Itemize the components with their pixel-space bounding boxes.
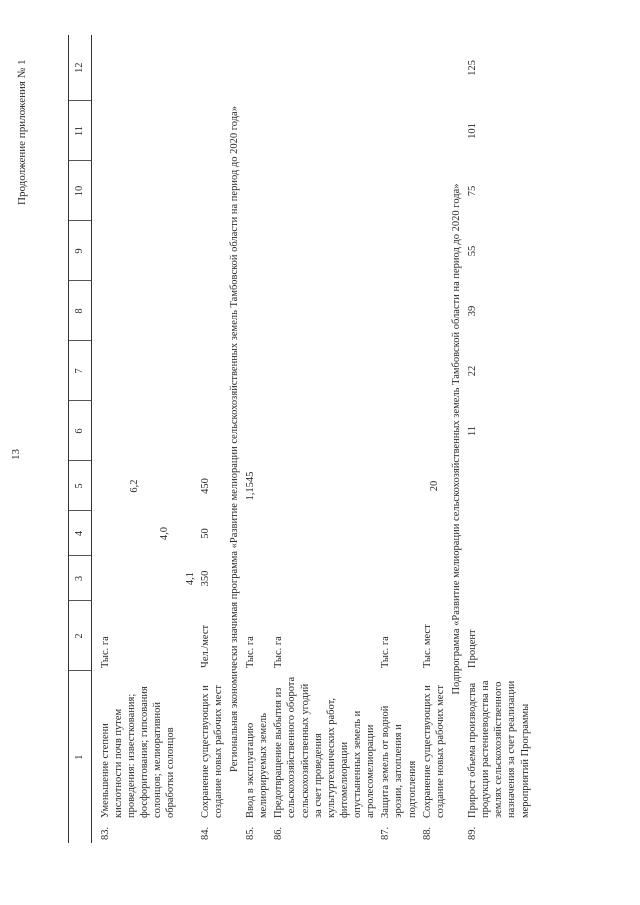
table-row [420,35,448,843]
continuation-heading: Продолжение приложения № 1 [16,59,28,205]
header-row [69,35,92,843]
table-row [198,35,226,843]
unit-cell: Тыс. га [380,636,392,668]
unit-cell: Тыс. га [245,636,256,668]
header-col-2: 2 [69,601,92,671]
unit-cell: Чел./мест [199,624,211,668]
header-col-8: 8 [69,281,92,341]
header-col-7: 7 [69,341,92,401]
header-col-3: 3 [69,556,92,601]
table-row [98,35,198,843]
section-title: Региональная экономически значимая программа «Развитие мелиорации сельскохозяйственных земель Тамбовской области на период до 2020 года» [228,106,240,772]
row-number: 88. [421,826,433,840]
indicator-name: Сохранение существующих и создание новых рабочих мест [199,685,224,818]
indicator-name: Ввод в эксплуатацию мелиорируемых земель [245,713,270,818]
table-row [271,35,378,843]
indicators-table [68,35,533,843]
header-col-11: 11 [69,101,92,161]
indicator-name: Предотвращение выбытия из сельскохозяйственного оборота сельскохозяйственных угодий за счет проведения культуртехнических работ, фитомелиорации опустыненных земель и агролесомелиорации [273,676,377,818]
unit-cell: Процент [467,629,478,668]
value-cell: 22 [467,365,478,377]
value-cell: 350 [199,570,211,587]
value-cell: 101 [467,123,478,139]
section-title: Подпрограмма «Развитие мелиорации сельскохозяйственных земель Тамбовской области на период до 2020 года» [450,183,462,695]
header-col-10: 10 [69,161,92,221]
value-cell: 75 [467,185,478,197]
table-row [243,35,271,843]
value-cell: 4,0 [158,526,170,541]
indicator-name: Сохранение существующих и создание новых рабочих мест [421,685,446,818]
value-cell: 1,1545 [245,471,256,501]
row-number: 86. [273,826,285,840]
header-col-4: 4 [69,511,92,556]
unit-cell: Тыс. га [99,636,111,668]
value-cell: 50 [199,528,211,539]
indicator-name: Уменьшение степени кислотности почв путем проведения: известкования; фосфоритования; гипсования солонцов; мелиоративной обработки солонцов [99,686,177,818]
header-col-5: 5 [69,461,92,511]
header-col-12: 12 [69,35,92,101]
header-col-9: 9 [69,221,92,281]
value-cell: 4,1 [184,571,196,586]
value-cell: 20 [428,480,440,492]
row-number: 89. [467,826,478,840]
row-number: 83. [99,826,111,840]
header-col-6: 6 [69,401,92,461]
indicator-name: Защита земель от водной эрозии, затопления и подтопления [380,705,418,818]
table-row [378,35,419,843]
value-cell: 39 [467,305,478,317]
value-cell: 55 [467,245,478,257]
page-number: 13 [10,449,22,460]
table-row [465,35,533,843]
header-col-1: 1 [69,671,92,843]
section-row [448,35,465,843]
section-row [226,35,243,843]
value-cell: 450 [199,478,211,494]
value-cell: 6,2 [128,479,140,493]
unit-cell: Тыс. га [273,636,285,668]
indicator-name: Прирост объема производства продукции растениеводства на землях сельскохозяйственного назначения за счет реализации мероприятий Программы [467,680,531,818]
unit-cell: Тыс. мест [421,624,433,668]
value-cell: 125 [467,60,478,76]
row-number: 84. [199,826,211,840]
value-cell: 11 [467,425,478,437]
row-number: 85. [245,826,256,840]
row-number: 87. [380,826,392,840]
